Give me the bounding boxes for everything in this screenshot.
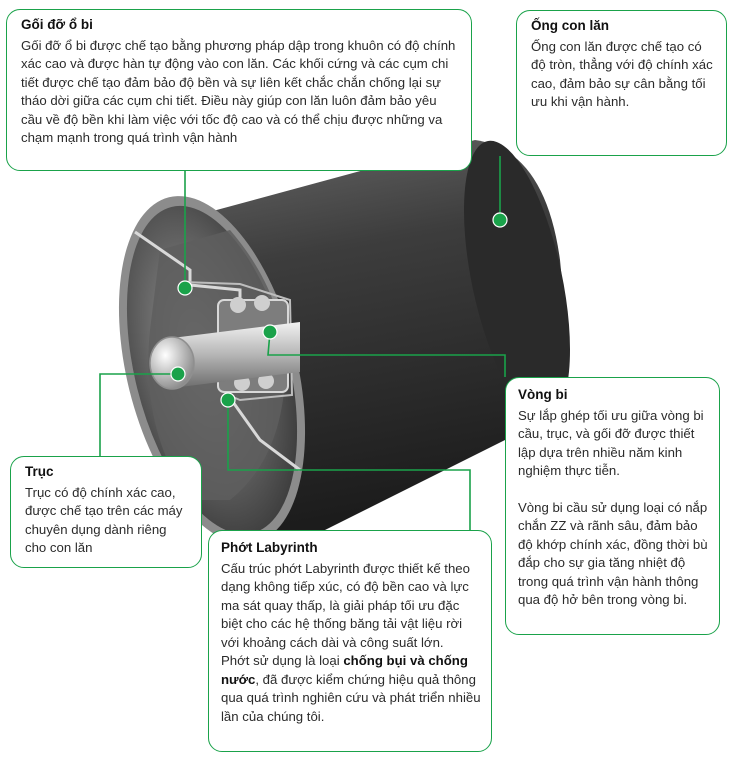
shaft-end (150, 337, 194, 389)
callout-text-2 (221, 652, 481, 726)
callout-title: Vòng bi (518, 387, 568, 402)
marker-bearing-seat (178, 281, 192, 295)
callout-title: Ống con lăn (531, 18, 610, 33)
callout-text: Gối đỡ ổ bi được chế tạo bằng phương pháp dập trong khuôn có độ chính xác cao và được hàn tự động vào con lăn. Các khối cứng và các cụm chi tiết được chế tạo đảm bảo độ bền và sự liên kết chắc chắn chống lại sự tháo dời giữa các cụm chi tiết. Điều này giúp con lăn luôn đảm bảo yêu cầu về độ bền khi làm việc với tốc độ cao và có thể chịu được những va chạm mạnh trong quá trình vận hành (21, 37, 456, 145)
callout-ball-bearing (505, 377, 720, 635)
callout-seal (208, 530, 492, 752)
text-post: , đã được kiểm chứng hiệu quả thông qua quá trình nghiên cứu và phát triển nhiều lần của chúng tôi. (221, 671, 481, 724)
callout-title: Gối đỡ ổ bi (21, 17, 93, 32)
callout-text: Trục có độ chính xác cao, được chế tạo trên các máy chuyên dụng dành riêng cho con lăn (25, 484, 183, 555)
marker-tube (493, 213, 507, 227)
callout-bearing-seat (6, 9, 472, 171)
callout-tube (516, 10, 727, 156)
callout-text: Sự lắp ghép tối ưu giữa vòng bi cầu, trục, và gối đỡ được thiết lập dựa trên nhiều năm kinh nghiệm thực tiễn. (518, 407, 704, 478)
text-bold: chống bụi và chống nước (221, 653, 468, 687)
callout-text-2: Vòng bi cầu sử dụng loại có nắp chắn ZZ và rãnh sâu, đảm bảo độ khớp chính xác, đồng thời bù đắp cho sự gia tăng nhiệt độ trong quá trình vận hành thông qua độ hở bên trong vòng bi. (518, 499, 708, 607)
callout-shaft (10, 456, 202, 568)
callout-text: Ống con lăn được chế tạo có độ tròn, thẳng với độ chính xác cao, đảm bảo sự cân bằng tối ưu khi vận hành. (531, 38, 713, 109)
text-pre: Phớt sử dụng là loại (221, 653, 344, 668)
callout-title: Trục (25, 464, 54, 479)
marker-shaft (171, 367, 185, 381)
callout-title: Phớt Labyrinth (221, 540, 318, 555)
marker-seal (221, 393, 235, 407)
callout-text: Cấu trúc phớt Labyrinth được thiết kế theo dạng không tiếp xúc, có độ bền cao và lực ma sát quay thấp, là giải pháp tối ưu đặc biệt cho các hệ thống băng tải vật liệu rời với khoảng cách dài và công suất lớn. (221, 560, 470, 650)
marker-ball-bearing (263, 325, 277, 339)
